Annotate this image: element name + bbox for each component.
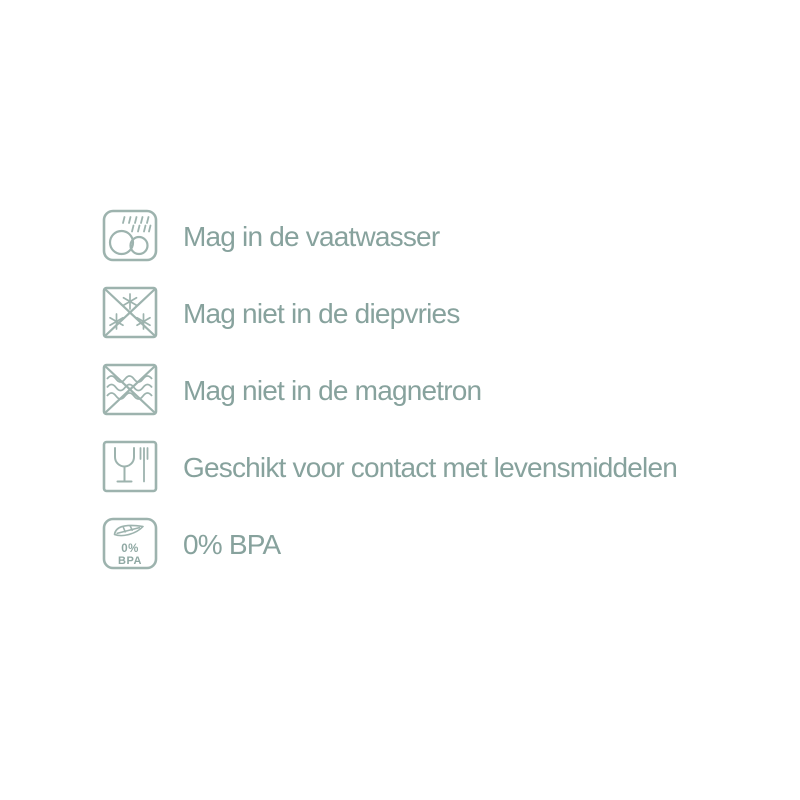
bpa-free-icon bbox=[102, 517, 158, 570]
not-freezer-safe-icon bbox=[102, 286, 158, 339]
bpa-icon-percent-text: 0% bbox=[121, 543, 139, 555]
feature-label: Mag niet in de magnetron bbox=[183, 374, 482, 406]
food-contact-safe-icon bbox=[102, 440, 158, 493]
feature-row-bpa bbox=[102, 517, 677, 570]
feature-row-freezer bbox=[102, 286, 677, 339]
bpa-icon-bpa-text: BPA bbox=[118, 555, 142, 567]
not-microwave-safe-icon bbox=[102, 363, 158, 416]
feature-row-dishwasher bbox=[102, 209, 677, 262]
feature-label: Mag niet in de diepvries bbox=[183, 297, 460, 329]
feature-label: Geschikt voor contact met levensmiddelen bbox=[183, 451, 678, 483]
product-feature-list bbox=[102, 209, 677, 594]
feature-label: 0% BPA bbox=[183, 528, 281, 560]
feature-row-food-contact bbox=[102, 440, 677, 493]
feature-row-microwave bbox=[102, 363, 677, 416]
feature-label: Mag in de vaatwasser bbox=[183, 220, 440, 252]
dishwasher-safe-icon bbox=[102, 209, 158, 262]
